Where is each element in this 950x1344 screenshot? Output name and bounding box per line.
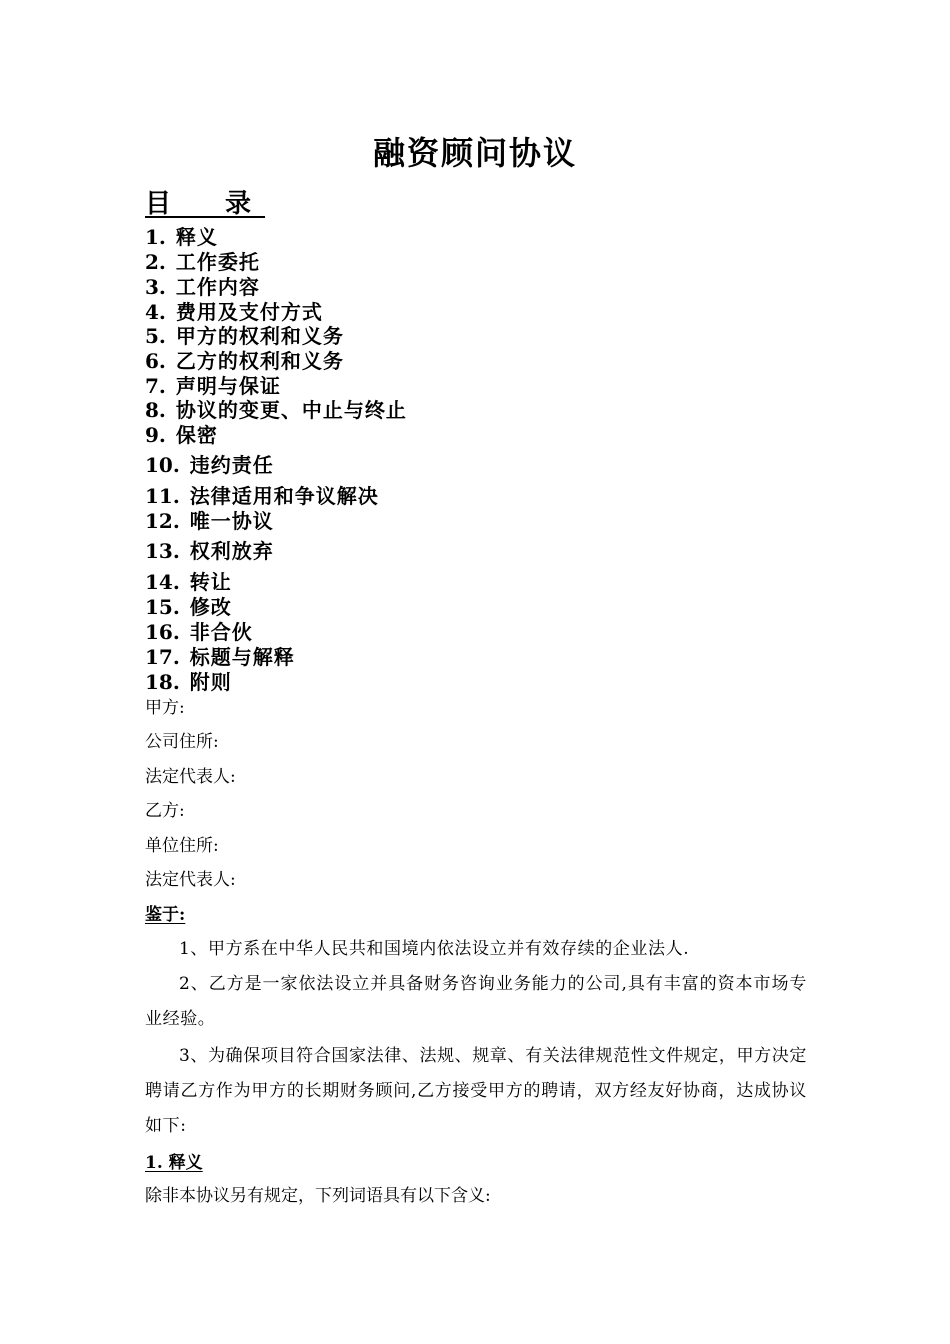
toc-label: 法律适用和争议解决 [189,484,379,508]
toc-number: 8. [145,398,166,422]
toc-label: 附则 [189,670,232,694]
toc-item [145,509,274,533]
party-b-field: 乙方: [145,801,185,821]
toc-number: 9. [145,423,166,447]
toc-item [145,539,274,563]
toc-label: 乙方的权利和义务 [175,349,344,373]
toc-number: 1. [145,225,166,249]
toc-number: 11. [145,484,180,508]
toc-item [145,324,344,348]
toc-item [145,645,295,669]
toc-item [145,620,253,644]
section-intro: 除非本协议另有规定，下列词语具有以下含义: [145,1186,491,1206]
toc-item [145,349,344,373]
toc-label: 声明与保证 [175,374,281,398]
whereas-clause: 2、乙方是一家依法设立并具备财务咨询业务能力的公司,具有丰富的资本市场专业经验。 [145,974,807,1029]
whereas-clause: 3、为确保项目符合国家法律、法规、规章、有关法律规范性文件规定，甲方决定聘请乙方作为甲方的长期财务顾问,乙方接受甲方的聘请，双方经友好协商，达成协议如下: [145,1046,807,1136]
document-title: 融资顾问协议 [372,134,577,172]
toc-number: 4. [145,300,166,324]
toc-label: 违约责任 [189,453,274,477]
section-heading: 1. 释义 [145,1153,203,1173]
toc-item [145,570,232,594]
toc-item [145,670,232,694]
toc-label: 甲方的权利和义务 [175,324,344,348]
toc-label: 工作委托 [175,250,260,274]
party-a-address-field: 公司住所: [145,732,219,752]
party-a-representative-field: 法定代表人: [145,767,236,787]
toc-number: 13. [145,539,180,563]
whereas-clause: 1、甲方系在中华人民共和国境内依法设立并有效存续的企业法人. [179,939,690,959]
toc-number: 2. [145,250,166,274]
toc-item [145,300,323,324]
toc-label: 修改 [189,595,232,619]
party-a-field: 甲方: [145,698,185,718]
toc-label: 工作内容 [175,275,260,299]
toc-item [145,453,274,477]
toc-label: 转让 [189,570,232,594]
toc-item [145,484,379,508]
party-b-representative-field: 法定代表人: [145,870,236,890]
toc-label: 唯一协议 [189,509,274,533]
toc-item [145,225,218,249]
toc-number: 16. [145,620,180,644]
toc-number: 14. [145,570,180,594]
whereas-heading: 鉴于: [145,905,186,925]
toc-item [145,275,260,299]
toc-number: 12. [145,509,180,533]
toc-label: 释义 [175,225,218,249]
toc-item [145,398,407,422]
toc-label: 非合伙 [189,620,253,644]
toc-item [145,595,232,619]
toc-label: 费用及支付方式 [175,300,323,324]
toc-label: 权利放弃 [189,539,274,563]
toc-label: 保密 [175,423,218,447]
toc-number: 6. [145,349,166,373]
toc-number: 10. [145,453,180,477]
toc-number: 7. [145,374,166,398]
toc-number: 3. [145,275,166,299]
toc-number: 5. [145,324,166,348]
toc-item [145,374,281,398]
toc-item [145,423,218,447]
toc-label: 标题与解释 [189,645,295,669]
toc-number: 15. [145,595,180,619]
toc-label: 协议的变更、中止与终止 [175,398,407,422]
party-b-address-field: 单位住所: [145,836,219,856]
toc-heading: 目 录 [145,189,266,219]
toc-item [145,250,260,274]
toc-number: 17. [145,645,180,669]
toc-number: 18. [145,670,180,694]
